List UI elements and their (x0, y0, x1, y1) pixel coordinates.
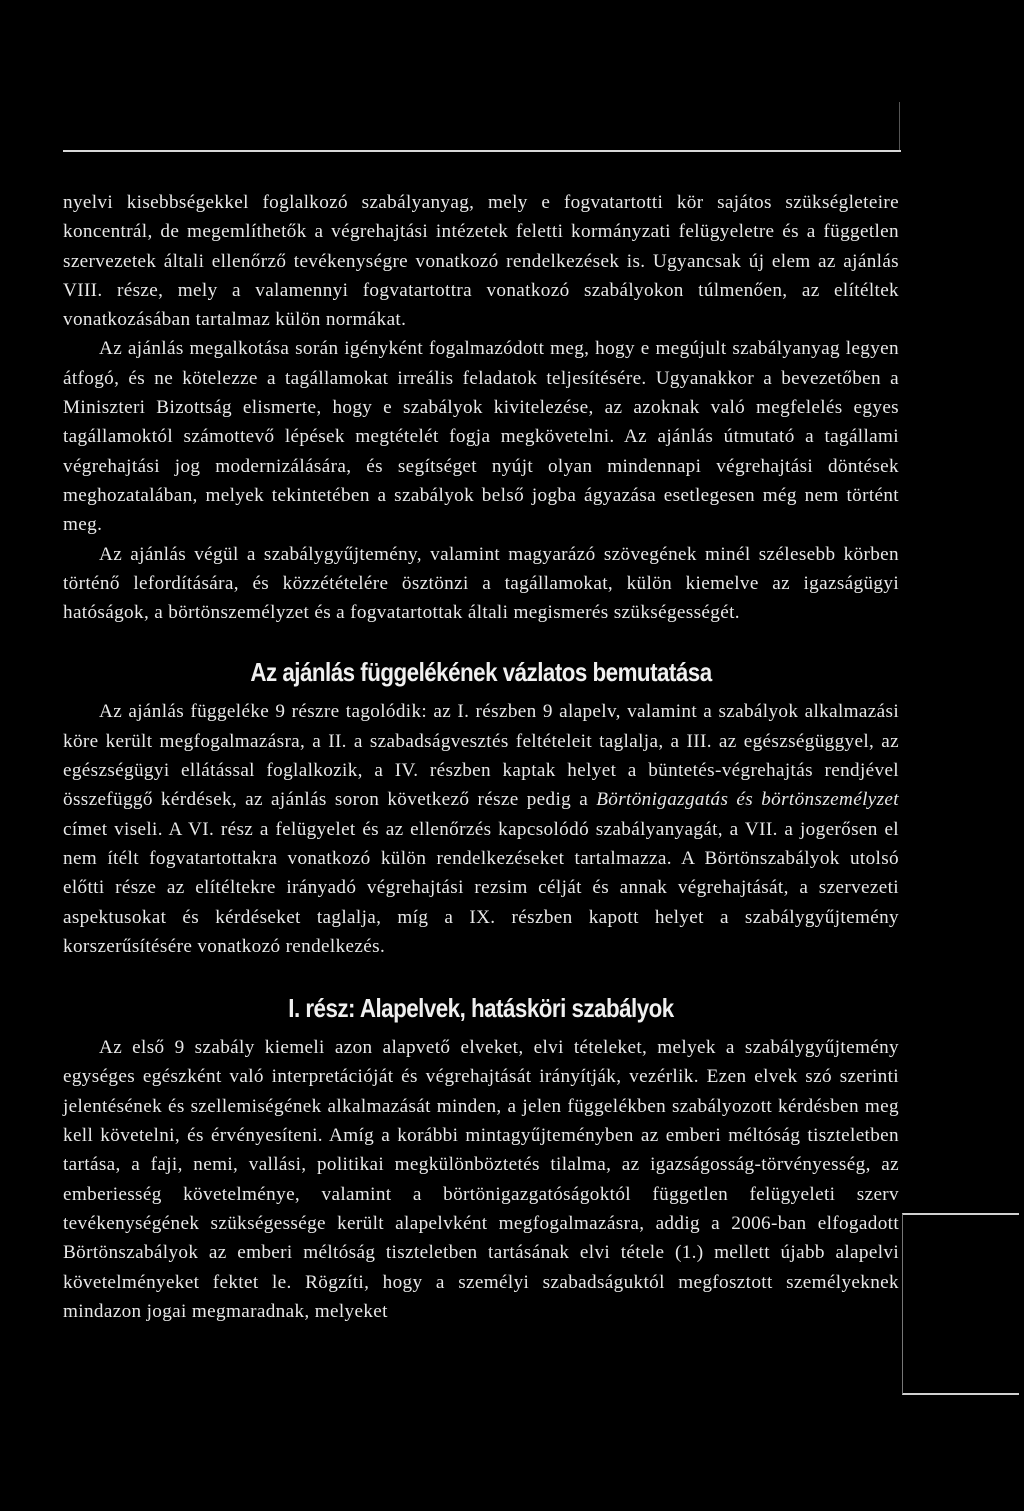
intro-paragraph-1: nyelvi kisebbségekkel foglalkozó szabályanyag, mely e fogvatartotti kör sajátos szükségleteire koncentrál, de megemlíthetők a végrehajtási intézetek feletti kormányzati felügyeletre és a független szervezetek általi ellenőrző tevékenységre vonatkozó rendelkezések is. Ugyancsak új elem az ajánlás VIII. része, mely a valamennyi fogvatartottra vonatkozó szabályokon túlmenően, az elítéltek vonatkozásában tartalmaz külön normákat. (63, 192, 899, 331)
header-vertical-line (899, 102, 900, 150)
appendix-paragraph (63, 697, 899, 961)
appendix-text-after: címet viseli. A VI. rész a felügyelet és az ellenőrzés kapcsolódó szabályanyagát, a VII. a jogerősen el nem ítélt fogvatartottakra vonatkozó külön rendelkezéseket tartalmazza. A Börtönszabályok utolsó előtti része az elítéltekre irányadó végrehajtási rezsim célját és annak végrehajtását, a szervezeti aspektusokat és kérdéseket taglalja, míg a IX. részben kapott helyet a szabálygyűjtemény korszerűsítésére vonatkozó rendelkezés. (63, 818, 899, 957)
header-rule (63, 150, 901, 152)
part1-paragraph: Az első 9 szabály kiemeli azon alapvető elveket, elvi tételeket, melyek a szabálygyűjtemény egységes egészként való interpretációját és végrehajtását irányítják, vezérlik. Ezen elvek szó szerinti jelentésének és szellemiségének alkalmazását minden, a jelen függelékben szabályozott kérdésben meg kell követelni, és érvényesíteni. Amíg a korábbi mintagyűjteményben az emberi méltóság tiszteletben tartása, a faji, nemi, vallási, politikai megkülönböztetés tilalma, az igazságosság-törvényesség, az emberiesség követelménye, valamint a börtönigazgatóságoktól független felügyeleti szerv tevékenységének szükségessége került alapelvként megfogalmazásra, addig a 2006-ban elfogadott Börtönszabályok az emberi méltóság tiszteletben tartásának elvi tétele (1.) mellett újabb alapelvi követelményeket fektet le. Rögzíti, hogy a személyi szabadságuktól megfosztott személyeknek mindazon jogai megmaradnak, melyeket (63, 1037, 899, 1322)
part1-heading: I. rész: Alapelvek, hatásköri szabályok (288, 993, 674, 1024)
appendix-text-before: Az ajánlás függeléke 9 részre tagolódik: az I. részben 9 alapelv, valamint a szabályok alkalmazási köre került megfogalmazásra, a II. a szabadságvesztés feltételeit taglalja, a III. az egészségüggyel, az egészségügyi ellátással foglalkozik, a IV. részben kaptak helyet a büntetés-végrehajtás rendjével összefüggő kérdések, az ajánlás soron következő része pedig a (63, 701, 899, 811)
intro-paragraph-2: Az ajánlás megalkotása során igényként fogalmazódott meg, hogy e megújult szabályanyag legyen átfogó, és ne kötelezze a tagállamokat irreális feladatok teljesítésére. Ugyanakkor a bevezetőben a Miniszteri Bizottság elismerte, hogy e szabályok kivitelezése, az azoknak való megfelelés egyes tagállamoktól számottevő lépések megtételét fogja megkövetelni. Az ajánlás útmutató a tagállami végrehajtási jog modernizálására, és segítséget nyújt olyan mindennapi végrehajtási döntések meghozatalában, melyek tekintetében a szabályok belső jogba ágyazása esetlegesen még nem történt meg. (63, 338, 899, 536)
intro-paragraph-3: Az ajánlás végül a szabálygyűjtemény, valamint magyarázó szövegének minél szélesebb körben történő lefordítására, és közzétételére ösztönzi a tagállamokat, külön kiemelve az igazságügyi hatóságok, a börtönszemélyzet és a fogvatartottak általi megismerés szükségességét. (63, 543, 899, 624)
appendix-heading: Az ajánlás függelékének vázlatos bemutatása (250, 657, 712, 688)
appendix-italic-title: Börtönigazgatás és börtönszemélyzet (596, 789, 899, 811)
page-content (63, 188, 899, 1326)
side-margin-box (902, 1213, 1019, 1395)
